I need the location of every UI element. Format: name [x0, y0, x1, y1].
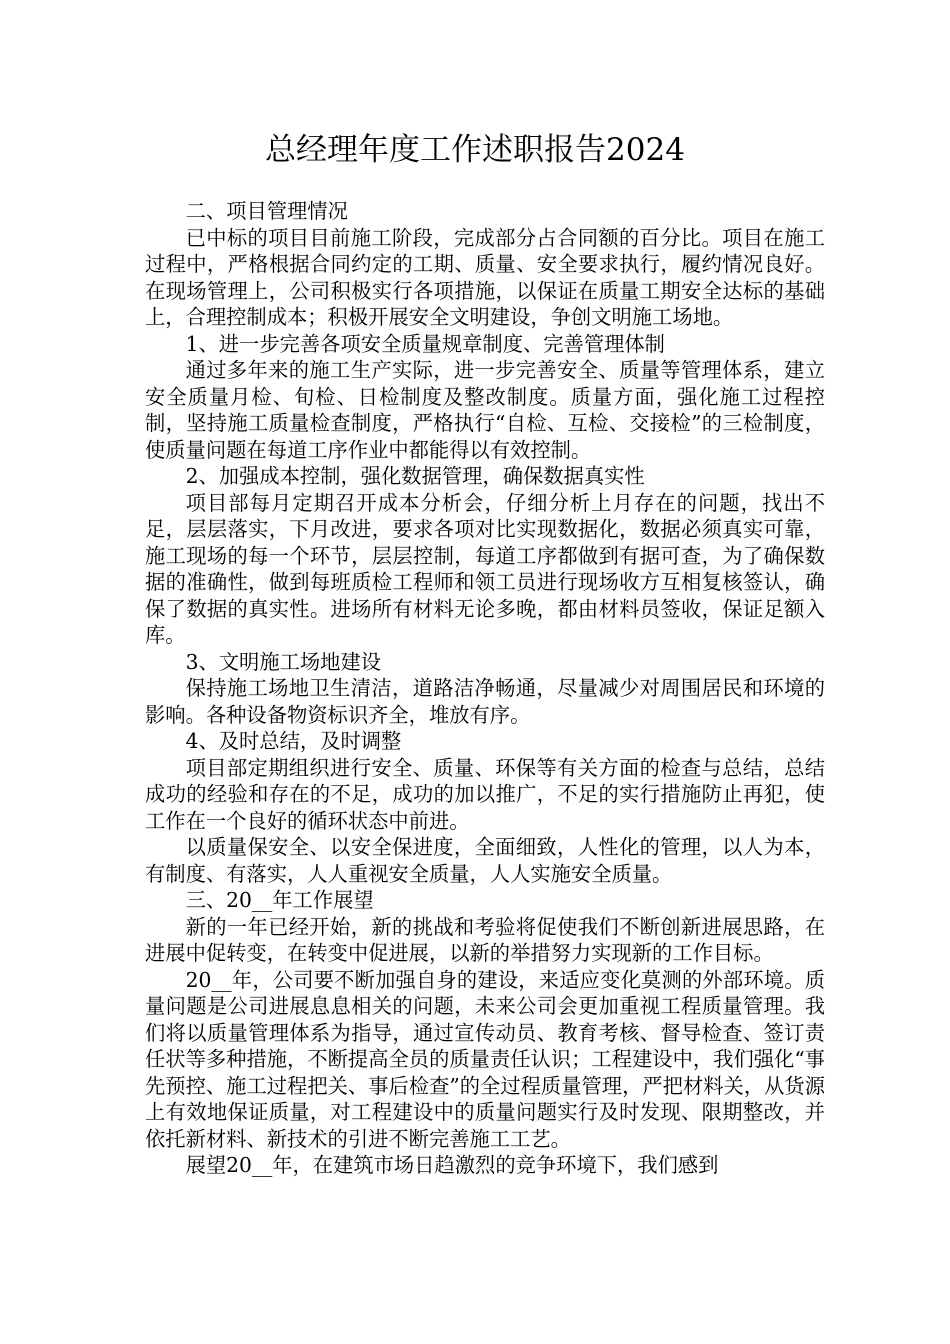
subsection-heading: 1、进一步完善各项安全质量规章制度、完善管理体制 [185, 331, 665, 356]
document-body [145, 198, 825, 1179]
section-heading: 二、项目管理情况 [185, 199, 348, 223]
paragraph: 已中标的项目目前施工阶段，完成部分占合同额的百分比。项目在施工过程中，严格根据合同约定的工期、质量、安全要求执行，履约情况良好。在现场管理上，公司积极实行各项措施，以保证在质量工期安全达标的基础上，合理控制成本；积极开展安全文明建设，争创文明施工场地。 [145, 225, 825, 329]
subsection-heading: 3、文明施工场地建设 [185, 649, 382, 674]
paragraph: 通过多年来的施工生产实际，进一步完善安全、质量等管理体系，建立安全质量月检、旬检、日检制度及整改制度。质量方面，强化施工过程控制，坚持施工质量检查制度，严格执行“自检、互检、交接检”的三检制度，使质量问题在每道工序作业中都能得以有效控制。 [145, 358, 825, 462]
paragraph: 展望20__年，在建筑市场日趋激烈的竞争环境下，我们感到 [185, 1153, 719, 1177]
paragraph: 保持施工场地卫生清洁，道路洁净畅通，尽量减少对周围居民和环境的影响。各种设备物资标识齐全，堆放有序。 [145, 676, 825, 727]
document-title: 总经理年度工作述职报告2024 [265, 132, 685, 168]
subsection-heading: 4、及时总结，及时调整 [185, 729, 402, 753]
paragraph: 新的一年已经开始，新的挑战和考验将促使我们不断创新进展思路，在进展中促转变，在转变中促进展，以新的举措努力实现新的工作目标。 [145, 914, 825, 965]
section-heading: 三、20__年工作展望 [185, 888, 374, 912]
paragraph: 项目部每月定期召开成本分析会，仔细分析上月存在的问题，找出不足，层层落实，下月改进，要求各项对比实现数据化，数据必须真实可靠，施工现场的每一个环节，层层控制，每道工序都做到有据可查，为了确保数据的准确性，做到每班质检工程师和领工员进行现场收方互相复核签认，确保了数据的真实性。进场所有材料无论多晚，都由材料员签收，保证足额入库。 [145, 490, 825, 647]
subsection-heading: 2、加强成本控制，强化数据管理，确保数据真实性 [185, 464, 645, 488]
paragraph: 以质量保安全、以安全保进度，全面细致，人性化的管理，以人为本，有制度、有落实，人人重视安全质量，人人实施安全质量。 [145, 835, 825, 886]
paragraph: 项目部定期组织进行安全、质量、环保等有关方面的检查与总结，总结成功的经验和存在的不足，成功的加以推广，不足的实行措施防止再犯，使工作在一个良好的循环状态中前进。 [145, 755, 825, 833]
paragraph: 20__年，公司要不断加强自身的建设，来适应变化莫测的外部环境。质量问题是公司进展息息相关的问题，未来公司会更加重视工程质量管理。我们将以质量管理体系为指导，通过宣传动员、教育考核、督导检查、签订责任状等多种措施，不断提高全员的质量责任认识；工程建设中，我们强化“事先预控、施工过程把关、事后检查”的全过程质量管理，严把材料关，从货源上有效地保证质量，对工程建设中的质量问题实行及时发现、限期整改，并依托新材料、新技术的引进不断完善施工工艺。 [145, 967, 825, 1151]
